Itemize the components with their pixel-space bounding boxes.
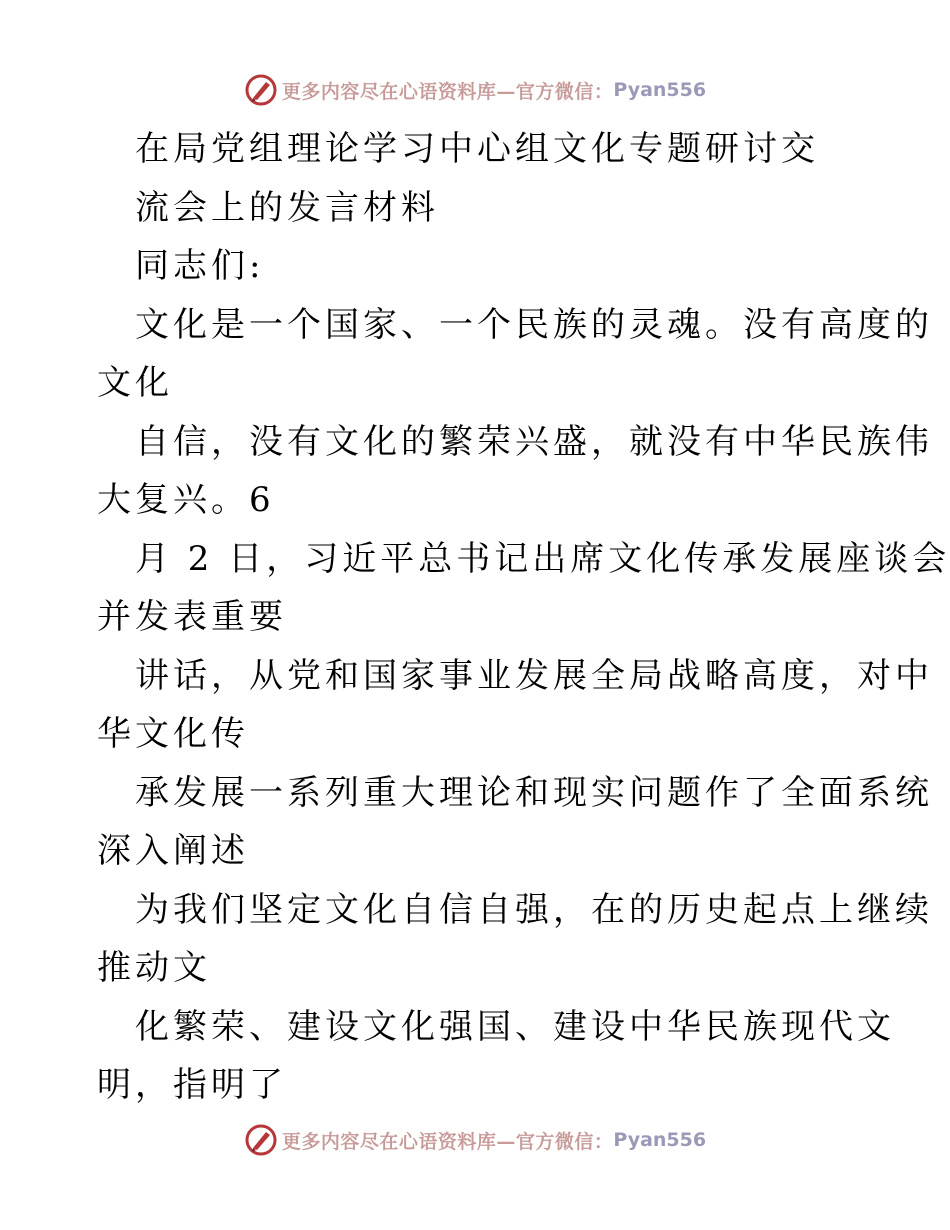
watermark-wechat-id: Pyan556 bbox=[613, 1129, 707, 1151]
watermark-wechat-id: Pyan556 bbox=[613, 79, 707, 101]
paragraph-line: 并发表重要 bbox=[97, 597, 287, 637]
paragraph-line: 推动文 bbox=[97, 948, 211, 988]
paragraph-line: 月 2 日，习近平总书记出席文化传承发展座谈会 bbox=[135, 538, 950, 579]
paragraph-line: 文化是一个国家、一个民族的灵魂。没有高度的 bbox=[135, 304, 933, 345]
paragraph-line: 承发展一系列重大理论和现实问题作了全面系统 bbox=[135, 772, 933, 813]
paragraph-line: 深入阐述 bbox=[97, 831, 249, 871]
watermark-text: 更多内容尽在心语资料库—官方微信： bbox=[281, 80, 614, 103]
title-line-1: 在局党组理论学习中心组文化专题研讨交 bbox=[135, 129, 819, 169]
paragraph-line: 化繁荣、建设文化强国、建设中华民族现代文 bbox=[135, 1006, 895, 1047]
paragraph-line: 讲话，从党和国家事业发展全局战略高度，对中 bbox=[135, 655, 933, 696]
paragraph-line: 为我们坚定文化自信自强，在的历史起点上继续 bbox=[135, 889, 933, 930]
title-line-2: 流会上的发言材料 bbox=[135, 187, 439, 228]
paragraph-line: 明，指明了 bbox=[97, 1065, 287, 1105]
watermark-footer bbox=[0, 1120, 950, 1160]
watermark-text: 更多内容尽在心语资料库—官方微信： bbox=[281, 1130, 614, 1153]
paragraph-line: 文化 bbox=[97, 363, 173, 403]
watermark-header bbox=[0, 70, 950, 110]
paragraph-line: 自信，没有文化的繁荣兴盛，就没有中华民族伟 bbox=[135, 421, 933, 462]
salutation: 同志们: bbox=[135, 246, 265, 286]
paragraph-line: 华文化传 bbox=[97, 714, 249, 754]
paragraph-line: 大复兴。6 bbox=[97, 480, 275, 520]
pen-logo-icon bbox=[244, 73, 278, 107]
pen-logo-icon bbox=[244, 1123, 278, 1157]
document-body bbox=[97, 120, 950, 1115]
